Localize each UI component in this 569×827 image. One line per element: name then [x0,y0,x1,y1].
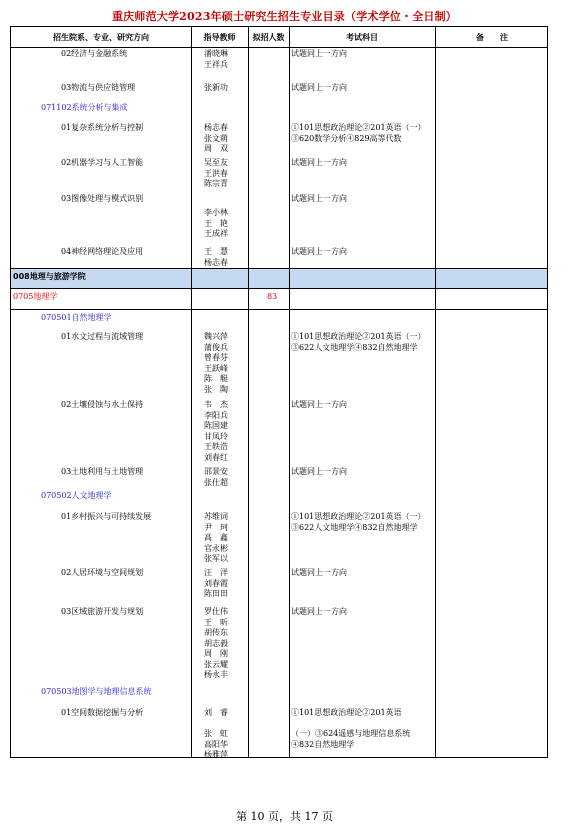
teacher-list: 杨志春 张文萌 周 双 [204,123,228,153]
teacher-list: 邵景安 张仕超 [204,467,228,487]
teacher-list: 韦 杰 李阳兵 陈国建 甘凤玲 王轶浩 刘春红 [204,400,228,462]
direction-name: 02经济与金融系统 [61,49,128,58]
direction-name: 01空间数据挖掘与分析 [61,708,144,717]
exam-subjects: ①101思想政治理论②201英语 （一）③624遥感与地理信息系统④832自然地理学 [291,708,411,749]
header-teacher: 指导教师 [203,32,236,42]
teacher-list: 王 慧 杨志春 [204,247,228,267]
major-count: 83 [267,292,278,301]
direction-name: 01乡村振兴与可持续发展 [61,512,152,521]
exam-subjects: 试题同上一方向 [291,568,347,577]
direction-name: 04神经网络理论及应用 [61,247,144,256]
header-count: 拟招人数 [252,32,285,42]
exam-subjects: 试题同上一方向 [291,49,347,58]
sub-major-title: 071102系统分析与集成 [41,103,128,112]
row-divider [11,288,547,289]
direction-name: 03图像处理与模式识别 [61,194,144,203]
col-divider [289,27,290,757]
teacher-list: 罗仕伟 王 昕 胡传东 胡志毅 周 刚 张云耀 杨永丰 [204,607,228,679]
direction-name: 03区域旅游开发与规划 [61,607,144,616]
teacher-list: 吴至友 王洪春 陈宗青 [204,158,228,188]
major-title: 0705地理学 [13,292,58,301]
header-exam: 考试科目 [346,32,378,42]
exam-subjects: 试题同上一方向 [291,83,347,92]
direction-name: 01复杂系统分析与控制 [61,123,144,132]
sub-major-title: 070502人文地理学 [41,491,112,500]
exam-subjects: 试题同上一方向 [291,400,347,409]
direction-name: 03物流与供应链管理 [61,83,136,92]
header-remarks: 备 注 [476,32,508,42]
row-divider [11,268,547,269]
col-divider [191,27,192,757]
col-divider [435,27,436,757]
teacher-list: 汪 洋 刘春霞 陈田田 [204,568,228,598]
exam-subjects: 试题同上一方向 [291,194,347,203]
exam-subjects: ①101思想政治理论②201英语（一）③622人文地理学④832自然地理学 [291,332,426,352]
school-band [11,268,547,288]
direction-name: 02土壤侵蚀与水土保持 [61,400,144,409]
exam-subjects: 试题同上一方向 [291,158,347,167]
exam-subjects: 试题同上一方向 [291,467,347,476]
teacher-list: 潘晓琳 王祥兵 [204,49,228,69]
direction-name: 02人居环境与空间规划 [61,568,144,577]
exam-subjects: 试题同上一方向 [291,607,347,616]
teacher-list: 苏维词 尹 珂 高 鑫 官永彬 张军以 [204,512,228,563]
teacher-list: 刘 睿 张 虹 高阳华 杨雅萍 [204,708,228,759]
teacher-list: 李小林 王 艳 王成祥 [204,208,228,238]
direction-name: 01水文过程与流域管理 [61,332,144,341]
page-title: 重庆师范大学2023年硕士研究生招生专业目录（学术学位・全日制） [111,10,457,23]
row-divider [11,309,547,310]
exam-subjects: ①101思想政治理论②201英语（一）③622人文地理学④832自然地理学 [291,512,426,532]
sub-major-title: 070501自然地理学 [41,313,112,322]
teacher-list: 魏兴萍 蒲俊兵 曾春芬 王跃峰 陈 艇 张 陶 [204,332,228,394]
header-divider [11,47,547,48]
exam-subjects: 试题同上一方向 [291,247,347,256]
direction-name: 03土地利用与土地管理 [61,467,144,476]
page-footer: 第 10 页，共 17 页 [236,810,333,823]
sub-major-title: 070503地图学与地理信息系统 [41,687,152,696]
teacher-list: 张新功 [204,83,228,92]
header-direction: 招生院系、专业、研究方向 [53,32,149,42]
catalog-table [10,26,548,758]
exam-subjects: ①101思想政治理论②201英语（一）③620数学分析④829高等代数 [291,123,426,143]
school-title: 008地理与旅游学院 [13,272,86,281]
direction-name: 02机器学习与人工智能 [61,158,144,167]
